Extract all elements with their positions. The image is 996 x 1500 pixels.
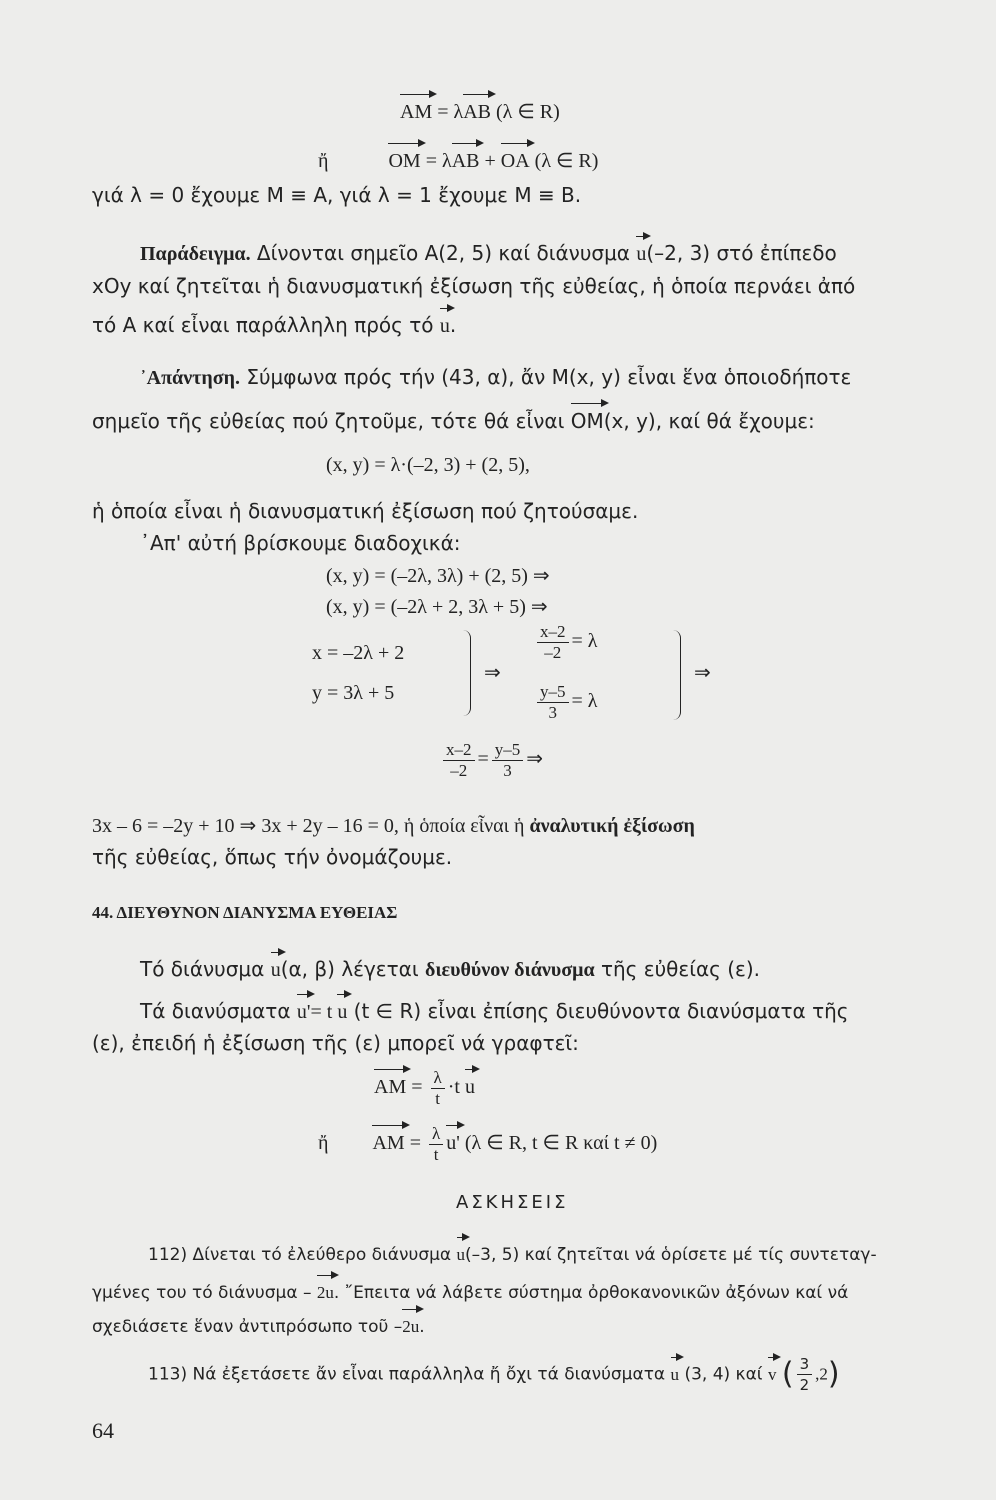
exercise-113: 113) Νά ἐξετάσετε ἄν εἶναι παράλληλα ἤ ὄχι τά διανύσματα u (3, 4) καί v ( $\frac{3}{2}$ ,2): [148, 1355, 840, 1394]
implies-arrow-1: ⇒: [484, 662, 501, 684]
exercises-heading: ΑΣΚΗΣΕΙΣ: [456, 1192, 569, 1213]
exercise-112-line2: γμένες του τό διάνυσμα – 2u. ῎Επειτα νά λάβετε σύστημα ὀρθοκανονικῶν ἀξόνων καί νά: [92, 1280, 848, 1306]
cartesian-equation-line: 3x – 6 = –2y + 10 ⇒ 3x + 2y – 16 = 0, ἡ ὁποία εἶναι ἡ ἀναλυτική ἐξίσωση: [92, 815, 695, 837]
analytic-equation-term: ἀναλυτική ἐξίσωση: [529, 815, 695, 837]
fraction-y-eq-lambda: $\frac{y-5}{3}$ = λ: [534, 682, 597, 723]
vector-am: AM: [400, 101, 433, 123]
direction-vector-definition: Τό διάνυσμα u(α, β) λέγεται διευθύνον διάνυσμα τῆς εὐθείας (ε).: [140, 957, 761, 981]
answer-line1: ᾿Απάντηση. Σύμφωνα πρός τήν (43, α), ἄν M(x, y) εἶναι ἕνα ὁποιοδήποτε: [140, 365, 852, 389]
vector-om: OM: [388, 150, 421, 172]
brace-right-system: [672, 630, 681, 720]
equation-om: ἤ OM = λAB + OA (λ ∈ R): [318, 150, 599, 172]
direction-vectors-line1: Τά διανύσματα u'= t u (t ∈ R) εἶναι ἐπίσης διευθύνοντα διανύσματα τῆς: [140, 999, 849, 1023]
system-x: x = –2λ + 2: [312, 642, 405, 664]
answer-line4: ᾿Απ' αὐτή βρίσκουμε διαδοχικά:: [140, 531, 461, 555]
direction-vectors-line2: (ε), ἐπειδή ἡ ἐξίσωση τῆς (ε) μπορεῖ νά γραφτεῖ:: [92, 1031, 579, 1055]
vector-ab: AB: [463, 101, 492, 123]
brace-left-system: [462, 630, 471, 716]
answer-line3: ἡ ὁποία εἶναι ἡ διανυσματική ἐξίσωση πού ζητούσαμε.: [92, 499, 639, 523]
system-y: y = 3λ + 5: [312, 682, 395, 704]
equation-am-lambda-ab: AM = λAB (λ ∈ R): [400, 101, 560, 123]
answer-label: ᾿Απάντηση.: [140, 367, 240, 389]
lambda-cases: γιά λ = 0 ἔχουμε M ≡ A, γιά λ = 1 ἔχουμε M ≡ B.: [92, 183, 582, 207]
derivation-step1: (x, y) = (–2λ, 3λ) + (2, 5) ⇒: [326, 565, 550, 587]
fraction-x-eq-lambda: $\frac{x-2}{-2}$ = λ: [534, 622, 597, 663]
page-number: 64: [92, 1418, 114, 1443]
cartesian-equation-line2: τῆς εὐθείας, ὅπως τήν ὀνομάζουμε.: [92, 845, 453, 869]
example-paragraph-line3: τό A καί εἶναι παράλληλη πρός τό u.: [92, 313, 457, 337]
equation-am-t: AM = $\frac{\lambda}{t}$ ·t u: [374, 1068, 475, 1108]
section-heading: 44. ΔΙΕΥΘΥΝΟΝ ΔΙΑΝΥΣΜΑ ΕΥΘΕΙΑΣ: [92, 903, 398, 922]
equation-am-u-prime: ἤ AM = $\frac{\lambda}{t}$ u' (λ ∈ R, t ∈ R καί t ≠ 0): [318, 1124, 658, 1164]
example-paragraph-line2: xOy καί ζητεῖται ἡ διανυσματική ἐξίσωση τῆς εὐθείας, ἡ ὁποία περνάει ἀπό: [92, 274, 856, 298]
symmetric-equation: $\frac{x-2}{-2}$ = $\frac{y-5}{3}$ ⇒: [440, 740, 543, 781]
example-paragraph-line1: Παράδειγμα. Δίνονται σημεῖο A(2, 5) καί διάνυσμα u(–2, 3) στό ἐπίπεδο: [140, 241, 837, 265]
implies-arrow-2: ⇒: [694, 662, 711, 684]
exercise-112-line1: 112) Δίνεται τό ἐλεύθερο διάνυσμα u(–3, 5) καί ζητεῖται νά ὁρίσετε μέ τίς συντεταγ-: [148, 1242, 877, 1268]
example-label: Παράδειγμα.: [140, 243, 251, 265]
exercise-112-line3: σχεδιάσετε ἕναν ἀντιπρόσωπο τοῦ –2u.: [92, 1314, 425, 1340]
derivation-step2: (x, y) = (–2λ + 2, 3λ + 5) ⇒: [326, 596, 548, 618]
vector-equation: (x, y) = λ·(–2, 3) + (2, 5),: [326, 454, 530, 476]
answer-line2: σημεῖο τῆς εὐθείας πού ζητοῦμε, τότε θά εἶναι OM(x, y), καί θά ἔχουμε:: [92, 409, 815, 433]
vector-oa: OA: [500, 150, 530, 172]
